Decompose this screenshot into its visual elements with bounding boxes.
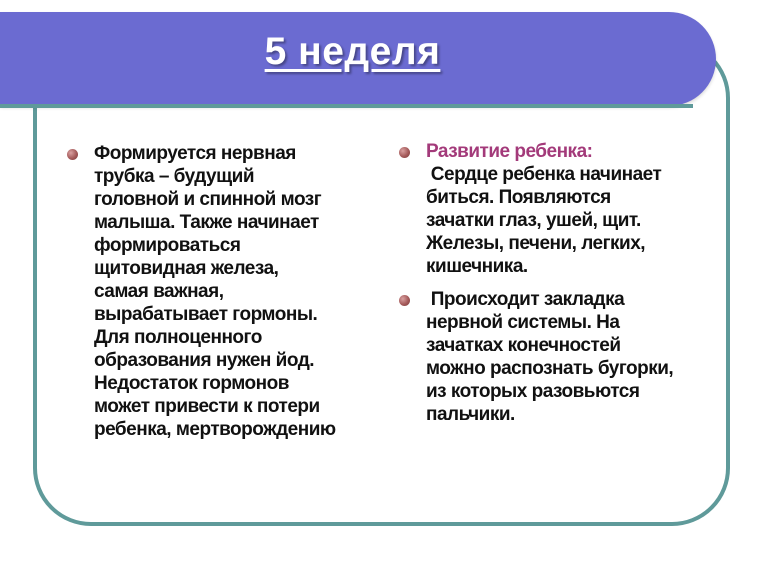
text-line: Недостаток гормонов: [94, 373, 289, 394]
text-line: биться. Появляются: [426, 187, 611, 208]
bullet-item: [398, 288, 718, 426]
text-line: зачатках конечностей: [426, 335, 621, 356]
bullet-item: [66, 142, 376, 441]
text-line: Формируется нервная: [94, 143, 296, 164]
bullet-dot-icon: [67, 149, 78, 160]
text-line: вырабатывает гормоны.: [94, 304, 318, 325]
text-line: кишечника.: [426, 256, 528, 277]
text-line: формироваться: [94, 235, 241, 256]
text-line: малыша. Также начинает: [94, 212, 319, 233]
slide-title: 5 неделя: [264, 30, 441, 73]
text-line: из которых разовьются: [426, 381, 640, 402]
text-line: образования нужен йод.: [94, 350, 315, 371]
bullet-dot-icon: [399, 147, 410, 158]
text-line: головной и спинной мозг: [94, 189, 322, 210]
title-divider: [0, 104, 693, 108]
text-line: зачатки глаз, ушей, щит.: [426, 210, 641, 231]
text-line: нервной системы. На: [426, 312, 620, 333]
text-line: пальчики.: [426, 404, 515, 425]
text-line: трубка – будущий: [94, 166, 254, 187]
bullet-dot-icon: [399, 295, 410, 306]
text-line: Сердце ребенка начинает: [426, 164, 662, 185]
text-line: щитовидная железа,: [94, 258, 279, 279]
text-line: самая важная,: [94, 281, 224, 302]
text-line: может привести к потери: [94, 396, 320, 417]
paragraph-development: [398, 163, 718, 278]
text-line: можно распознать бугорки,: [426, 358, 674, 379]
left-column: [66, 142, 376, 441]
bullet-heading: [398, 140, 718, 163]
spacer: [398, 278, 718, 288]
text-line: Железы, печени, легких,: [426, 233, 646, 254]
text-line: ребенка, мертворождению: [94, 419, 336, 440]
section-heading: Развитие ребенка:: [426, 141, 593, 162]
right-column: [398, 140, 718, 426]
text-line: Происходит закладка: [426, 289, 625, 310]
text-line: Для полноценного: [94, 327, 262, 348]
